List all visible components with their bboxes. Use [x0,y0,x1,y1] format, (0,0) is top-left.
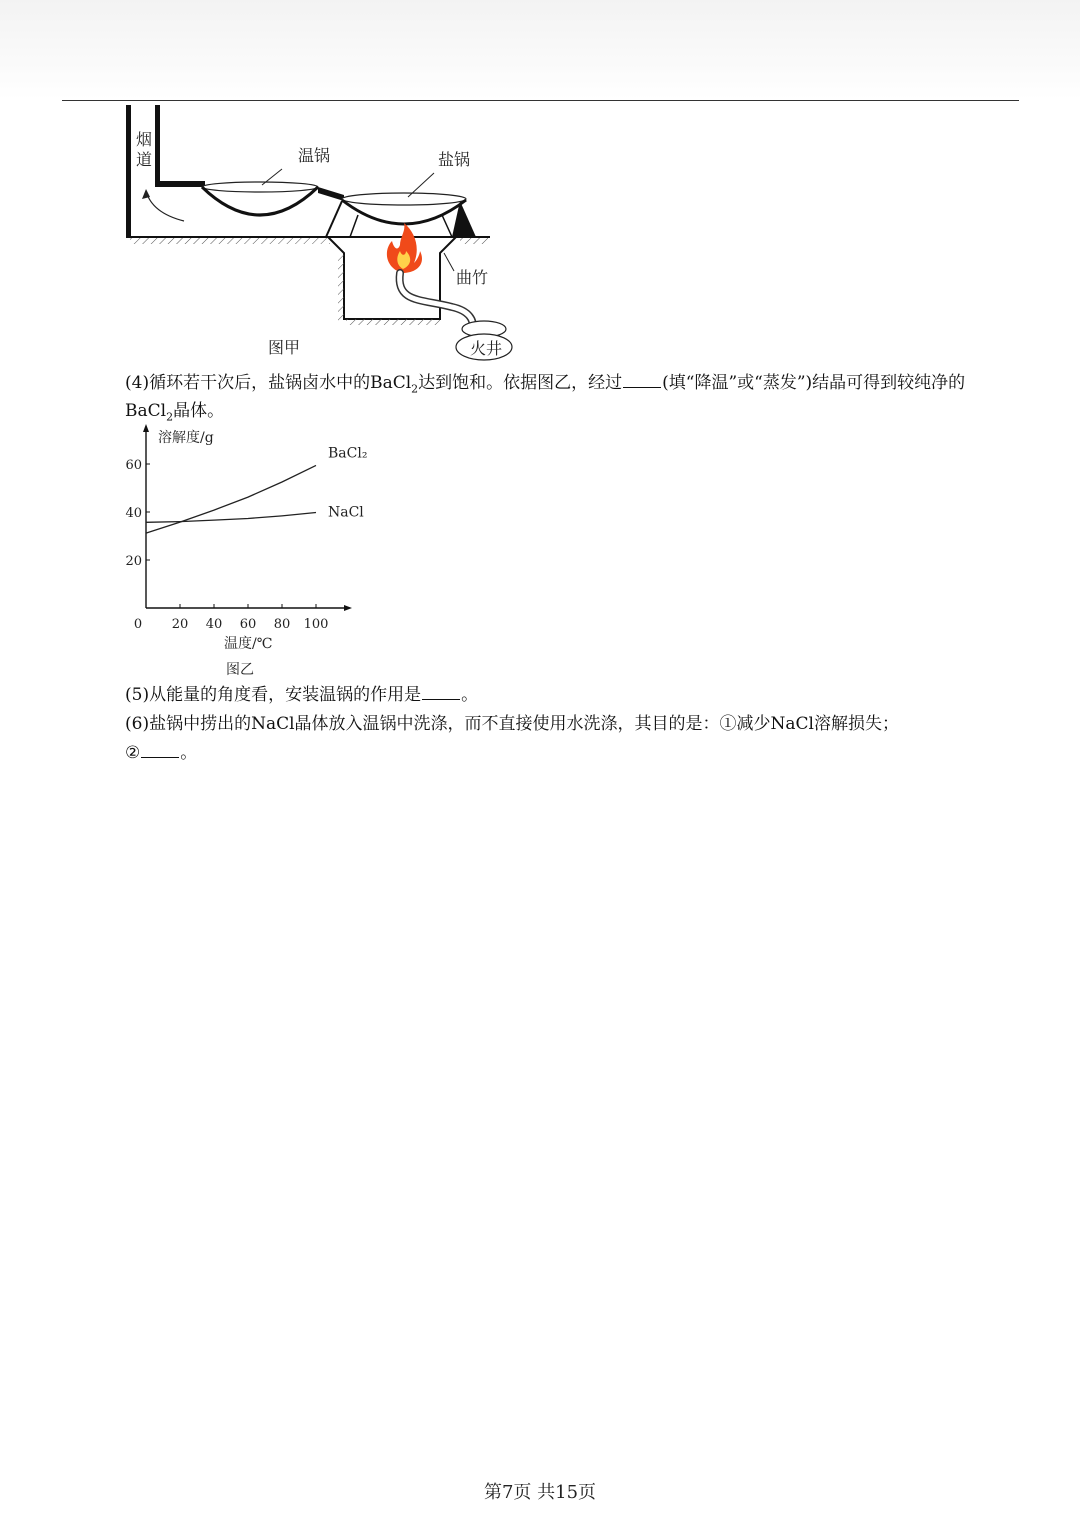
q6-line2-prefix: ② [125,743,141,763]
q5-end: 。 [461,685,479,705]
q4-prefix: (4)循环若干次后，盐锅卤水中的BaCl [125,373,412,393]
header-shade [0,0,1080,100]
fire-well-label: 火井 [470,339,503,358]
chart-axes [143,424,352,611]
figure-jia-diagram [122,103,522,368]
series-label-bacl2: BaCl₂ [328,445,368,462]
q5-answer-blank[interactable] [422,685,460,700]
x-tick-label: 20 [171,617,189,632]
q4-suffix: (填“降温”或“蒸发”)结晶可得到较纯净的 [662,373,966,393]
x-tick-label: 60 [239,617,257,632]
q4-mid: 达到饱和。依据图乙，经过 [418,373,623,393]
figure-jia-caption: 图甲 [268,338,301,357]
chart-ticks [125,458,328,632]
q4-line2-main: BaCl [125,401,167,421]
q5-text: (5)从能量的角度看，安装温锅的作用是 [125,685,422,705]
x-axis-arrow-icon [344,605,352,611]
y-axis-arrow-icon [143,424,149,432]
question-5 [125,684,478,706]
chimney-label-1: 烟 [136,130,153,149]
x-tick-label: 0 [133,617,143,632]
q6-line2-end: 。 [180,743,198,763]
chart-caption: 图乙 [226,662,254,678]
x-tick-label: 100 [303,617,329,632]
chart-ylabel: 溶解度/g [158,430,214,446]
chimney-left-wall [126,105,131,237]
bamboo-label: 曲竹 [456,268,489,287]
smoke-arrow-icon [146,191,184,221]
y-tick-label: 60 [125,458,142,473]
chart-series [146,445,367,533]
series-label-nacl: NaCl [328,504,364,521]
q4-answer-blank[interactable] [623,373,661,388]
q4-line2-sub: 2 [166,410,174,424]
x-tick-label: 80 [273,617,291,632]
warm-pot-label: 温锅 [298,146,331,165]
x-tick-label: 40 [205,617,223,632]
salt-pot-label: 盐锅 [438,150,471,169]
flue-top-wall [155,181,205,187]
q4-sub: 2 [411,382,419,396]
y-tick-label: 40 [125,506,142,521]
chart-yi [112,422,382,684]
series-line-bacl2 [146,465,316,533]
salt-pot-rim [342,193,466,205]
question-6-line-1: (6)盐锅中捞出的NaCl晶体放入温锅中洗涤，而不直接使用水洗涤，其目的是：①减少NaCl溶解损失； [125,714,899,734]
question-6-line-2 [125,742,197,764]
question-4-line-1 [125,372,965,400]
chimney-right-wall [155,105,160,185]
header-rule [62,100,1019,101]
q6-answer-blank[interactable] [141,743,179,758]
warm-pot-rim [202,182,318,192]
series-line-nacl [146,512,316,522]
page-footer: 第7页 共15页 [483,1482,597,1503]
chimney-label-2: 道 [136,150,153,169]
y-tick-label: 20 [125,554,142,569]
chart-xlabel: 温度/℃ [224,636,273,652]
q4-line2-end: 晶体。 [173,401,225,421]
